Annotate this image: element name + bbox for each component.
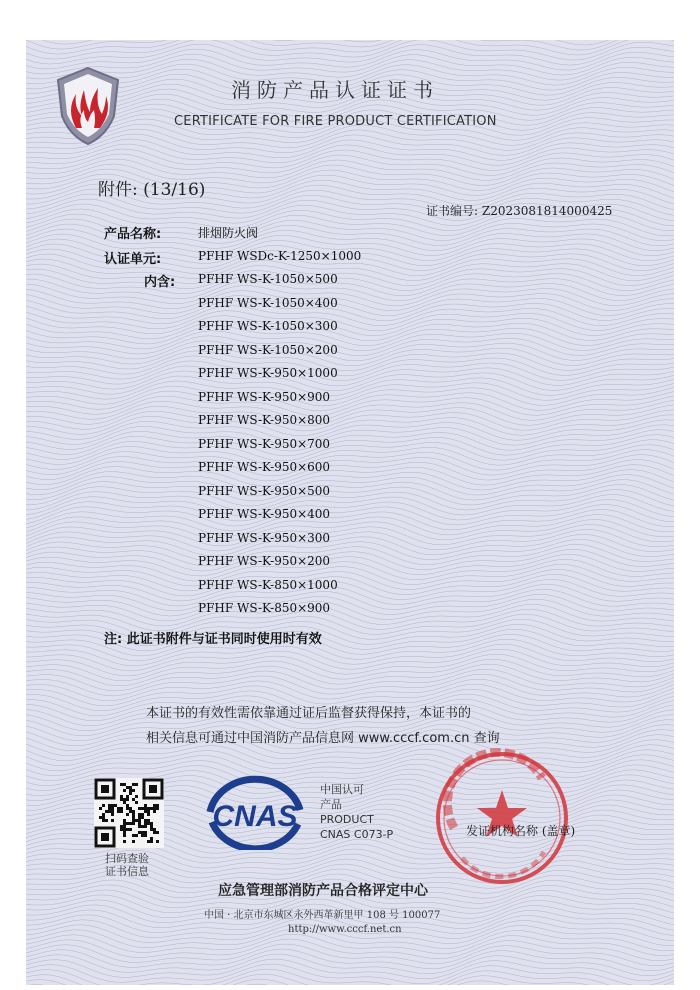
validity-note: 注: 此证书附件与证书同时使用时有效 [104, 632, 322, 647]
model-list-item: PFHF WS-K-950×200 [198, 554, 331, 568]
model-list-item: PFHF WS-K-950×900 [198, 389, 331, 404]
model-list-item: PFHF WS-K-850×900 [198, 601, 331, 615]
model-list-item: PFHF WS-K-950×800 [198, 413, 331, 427]
model-list-item: PFHF WS-K-950×1000 [198, 366, 338, 380]
fire-shield-logo-icon [54, 66, 122, 146]
model-list-item: PFHF WS-K-950×500 [198, 483, 331, 498]
cnas-accreditation-text [320, 782, 393, 842]
certificate-sheet [26, 40, 674, 985]
model-list-item: PFHF WS-K-1050×500 [198, 272, 338, 286]
model-list [198, 272, 338, 625]
product-name-value: 排烟防火阀 [198, 226, 259, 240]
validity-paragraph-line-2: 相关信息可通过中国消防产品信息网 www.cccf.com.cn 查询 [146, 731, 500, 746]
center-address: 中国 · 北京市东城区永外西革新里甲 108 号 100077 [204, 910, 441, 921]
cnas-logo-text: CNAS [212, 800, 298, 833]
model-list-item: PFHF WS-K-850×1000 [198, 577, 338, 592]
qr-code[interactable] [94, 778, 164, 848]
includes-label: 内含: [144, 275, 176, 290]
model-list-item: PFHF WS-K-950×600 [198, 460, 331, 474]
cnas-line-2: 产品 [320, 798, 342, 811]
model-list-item: PFHF WS-K-950×700 [198, 436, 331, 451]
cert-unit-value: PFHF WSDc-K-1250×1000 [198, 249, 362, 263]
certificate-title-en: CERTIFICATE FOR FIRE PRODUCT CERTIFICATION [174, 114, 497, 129]
certificate-number: 证书编号: Z2023081814000425 [426, 204, 613, 218]
official-seal-stamp [432, 748, 572, 888]
cnas-line-4: CNAS C073-P [320, 828, 394, 841]
cnas-line-1: 中国认可 [320, 783, 364, 796]
model-list-item: PFHF WS-K-1050×300 [198, 319, 338, 333]
product-name-label: 产品名称: [104, 227, 162, 242]
qr-caption: 扫码查验 证书信息 [105, 852, 149, 878]
model-list-item: PFHF WS-K-950×300 [198, 530, 331, 545]
model-list-item: PFHF WS-K-1050×400 [198, 295, 338, 310]
center-website[interactable]: http://www.cccf.net.cn [288, 924, 402, 935]
issuer-label: 发证机构名称 (盖章) [466, 824, 576, 838]
cert-unit-label: 认证单元: [104, 252, 162, 267]
certification-center-name: 应急管理部消防产品合格评定中心 [218, 883, 428, 899]
attachment-page-indicator: 附件: (13/16) [98, 180, 206, 200]
model-list-item: PFHF WS-K-1050×200 [198, 342, 338, 357]
cnas-line-3: PRODUCT [320, 813, 374, 826]
cnas-logo-icon [200, 770, 310, 850]
model-list-item: PFHF WS-K-950×400 [198, 507, 331, 521]
certificate-title-cn: 消防产品认证证书 [231, 78, 439, 102]
validity-paragraph-line-1: 本证书的有效性需依靠通过证后监督获得保持，本证书的 [146, 706, 472, 721]
